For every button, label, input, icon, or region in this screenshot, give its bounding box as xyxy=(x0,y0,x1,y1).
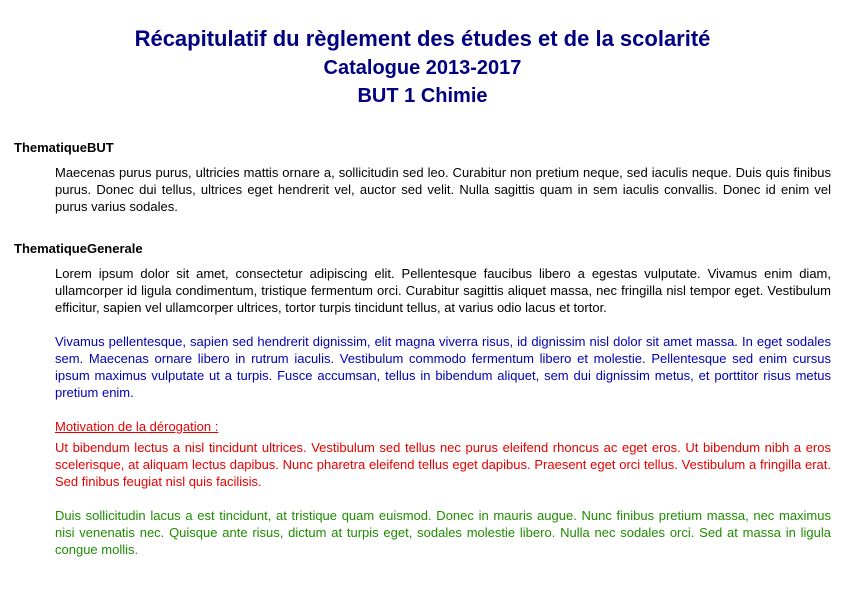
document-title: Récapitulatif du règlement des études et de la scolarité xyxy=(134,26,711,51)
section-thematique-generale xyxy=(14,241,831,558)
motivation-text: Ut bibendum lectus a nisl tincidunt ultrices. Vestibulum sed tellus nec purus eleifend rhoncus ac eget eros. Ut bibendum nibh a eros scelerisque, at aliquam lectus dapibus. Nunc pharetra eleifend tellus eget dapibus. Praesent eget orci tellus. Vestibulum a fringilla erat. Sed finibus feugiat nisl quis facilisis. xyxy=(55,440,831,489)
section-heading: ThematiqueGenerale xyxy=(14,241,143,256)
document-header xyxy=(0,24,845,110)
paragraph-green: Duis sollicitudin lacus a est tincidunt, at tristique quam euismod. Donec in mauris augue. Nunc finibus pretium massa, nec maximus nisi venenatis nec. Quisque ante risus, dictum at turpis eget, sodales molestie libero. Nulla nec sodales orci. Sed at massa in ligula congue mollis. xyxy=(55,508,831,557)
section-heading: ThematiqueBUT xyxy=(14,140,114,155)
paragraph: Lorem ipsum dolor sit amet, consectetur adipiscing elit. Pellentesque faucibus libero a egestas vulputate. Vivamus enim diam, ullamcorper id ligula condimentum, tristique fermentum orci. Curabitur sagittis aliquet massa, nec fringilla nisl tempor eget. Vestibulum efficitur, sapien vel ullamcorper ultrices, tortor turpis tincidunt tellus, at varius odio lacus et tortor. xyxy=(55,266,831,315)
section-thematique-but xyxy=(14,140,831,215)
catalogue-label: Catalogue 2013-2017 xyxy=(323,57,522,79)
motivation-label: Motivation de la dérogation : xyxy=(55,419,219,434)
program-label: BUT 1 Chimie xyxy=(357,85,488,107)
paragraph-blue: Vivamus pellentesque, sapien sed hendrerit dignissim, elit magna viverra risus, id dignissim nisl dolor sit amet massa. In eget sodales sem. Maecenas ornare libero in rutrum iaculis. Vestibulum commodo fermentum libero et molestie. Pellentesque sed enim cursus ipsum maximus vulputate ut a turpis. Fusce accumsan, tellus in bibendum aliquet, sem dui dignissim metus, et porttitor risus metus pretium enim. xyxy=(55,334,831,400)
paragraph: Maecenas purus purus, ultricies mattis ornare a, sollicitudin sed leo. Curabitur non pretium neque, sed iaculis neque. Duis quis finibus purus. Donec dui tellus, ultrices eget hendrerit vel, auctor sed velit. Nulla sagittis quam in sem iaculis convallis. Donec id enim vel purus varius sodales. xyxy=(55,165,831,214)
